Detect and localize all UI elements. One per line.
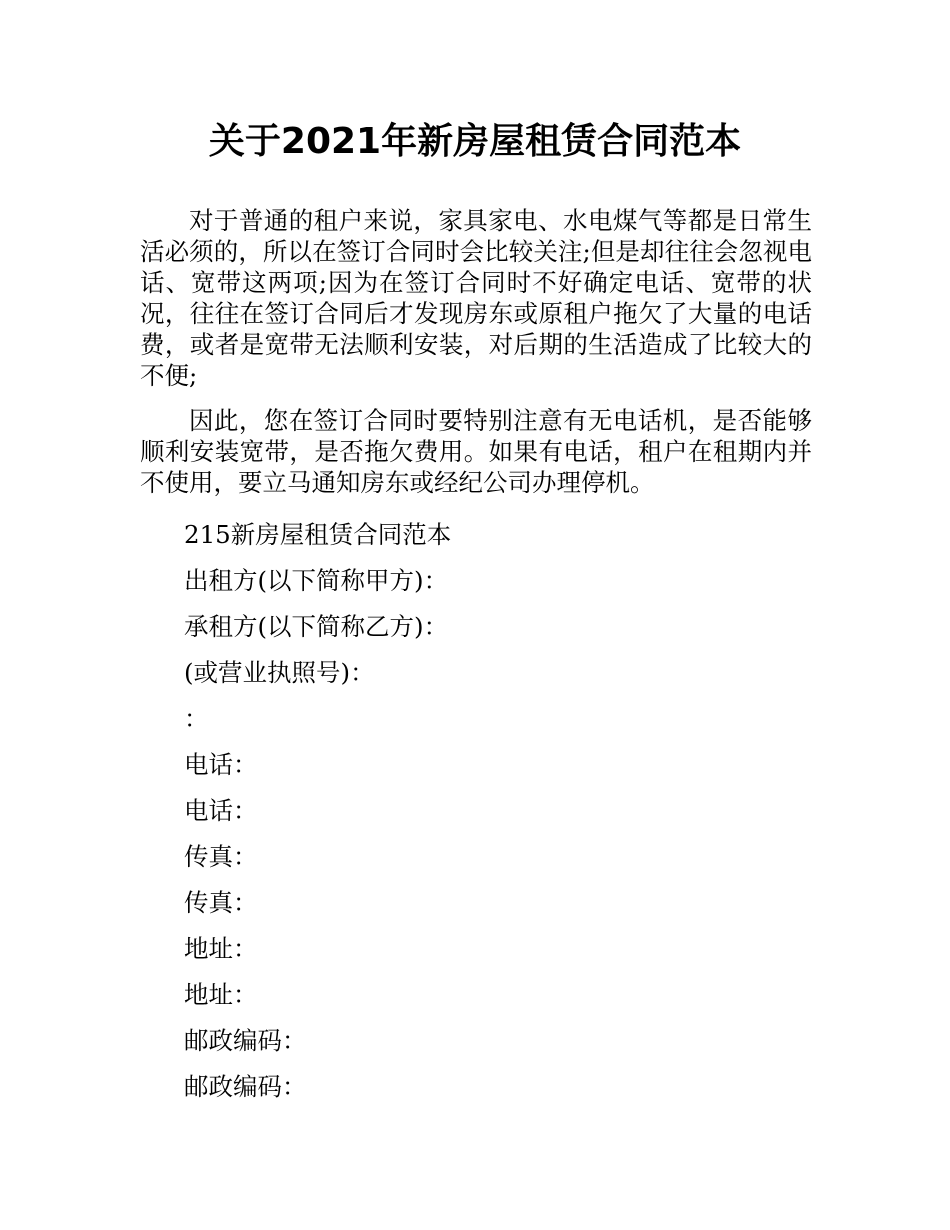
address-field-lessee: 地址： [184, 980, 258, 1009]
lessor-field: 出租方(以下简称甲方)： [184, 566, 449, 595]
fax-field-lessee: 传真： [184, 888, 258, 917]
fax-field-lessor: 传真： [184, 842, 258, 871]
postcode-field-lessee: 邮政编码： [184, 1072, 307, 1101]
postcode-field-lessor: 邮政编码： [184, 1026, 307, 1055]
lessee-field: 承租方(以下简称乙方)： [184, 612, 449, 641]
phone-field-lessee: 电话： [184, 796, 258, 825]
document-title: 关于2021年新房屋租赁合同范本 [208, 121, 742, 162]
phone-field-lessor: 电话： [184, 750, 258, 779]
intro-paragraph: 对于普通的租户来说，家具家电、水电煤气等都是日常生活必须的，所以在签订合同时会比较关注;但是却往往会忽视电话、宽带这两项;因为在签订合同时不好确定电话、宽带的状况，往往在签订合同后才发现房东或原租户拖欠了大量的电话费，或者是宽带无法顺利安装，对后期的生活造成了比较大的不便; [140, 206, 812, 390]
document-body [140, 205, 812, 1110]
business-license-field: (或营业执照号)： [184, 658, 375, 687]
contract-subtitle: 215新房屋租赁合同范本 [184, 520, 452, 549]
blank-field: ： [184, 704, 209, 733]
address-field-lessor: 地址： [184, 934, 258, 963]
advice-paragraph: 因此，您在签订合同时要特别注意有无电话机，是否能够顺利安装宽带，是否拖欠费用。如果有电话，租户在租期内并不使用，要立马通知房东或经纪公司办理停机。 [140, 406, 812, 497]
